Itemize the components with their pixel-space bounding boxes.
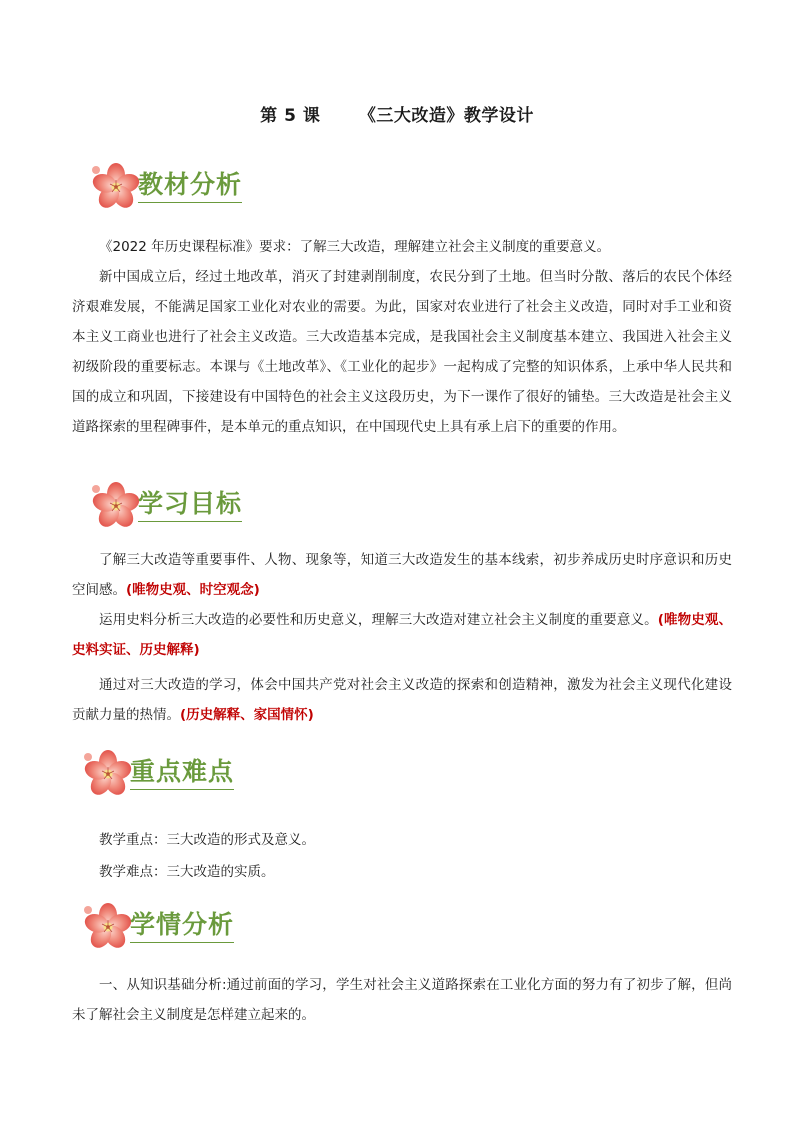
objective-item (72, 545, 732, 605)
section-title: 教材分析 (138, 170, 242, 203)
section-title: 重点难点 (130, 757, 234, 790)
plum-blossom-icon (78, 747, 138, 799)
curriculum-standard-text: 《2022 年历史课程标准》要求：了解三大改造，理解建立社会主义制度的重要意义。 (99, 239, 611, 255)
objective-text: 了解三大改造等重要事件、人物、现象等，知道三大改造发生的基本线索，初步养成历史时序意识和历史空间感。 (72, 552, 732, 598)
section-heading-analysis (86, 160, 242, 212)
competency-tag: (唯物史观、时空观念) (126, 582, 260, 598)
section-title: 学习目标 (138, 489, 242, 522)
teaching-difficulty-text: 教学难点：三大改造的实质。 (99, 864, 275, 880)
objective-text: 通过对三大改造的学习，体会中国共产党对社会主义改造的探索和创造精神，激发为社会主义现代化建设贡献力量的热情。 (72, 677, 732, 723)
objective-text: 运用史料分析三大改造的必要性和历史意义，理解三大改造对建立社会主义制度的重要意义。 (99, 612, 658, 628)
student-analysis-text: 一、从知识基础分析:通过前面的学习，学生对社会主义道路探索在工业化方面的努力有了初步了解，但尚未了解社会主义制度是怎样建立起来的。 (72, 977, 732, 1023)
objective-item (72, 670, 732, 730)
competency-tag: (历史解释、家国情怀) (180, 707, 314, 723)
section-heading-keypoints (78, 747, 234, 799)
plum-blossom-icon (86, 160, 146, 212)
competency-tag: (唯物史观、史料实证、历史解释) (72, 612, 733, 658)
objective-item (72, 605, 732, 665)
plum-blossom-icon (86, 479, 146, 531)
section-heading-objectives (86, 479, 242, 531)
section-heading-students (78, 900, 234, 952)
plum-blossom-icon (78, 900, 138, 952)
section-title: 学情分析 (130, 910, 234, 943)
page-title: 第 5 课 《三大改造》教学设计 (260, 106, 534, 126)
analysis-body-text: 新中国成立后，经过土地改革，消灭了封建剥削制度，农民分到了土地。但当时分散、落后的农民个体经济艰难发展，不能满足国家工业化对农业的需要。为此，国家对农业进行了社会主义改造，同时对手工业和资本主义工商业也进行了社会主义改造。三大改造基本完成，是我国社会主义制度基本建立、我国进入社会主义初级阶段的重要标志。本课与《土地改革》、《工业化的起步》一起构成了完整的知识体系，上承中华人民共和国的成立和巩固，下接建设有中国特色的社会主义这段历史，为下一课作了很好的铺垫。三大改造是社会主义道路探索的里程碑事件，是本单元的重点知识，在中国现代史上具有承上启下的重要的作用。 (72, 269, 732, 435)
teaching-focus-text: 教学重点：三大改造的形式及意义。 (99, 832, 315, 848)
